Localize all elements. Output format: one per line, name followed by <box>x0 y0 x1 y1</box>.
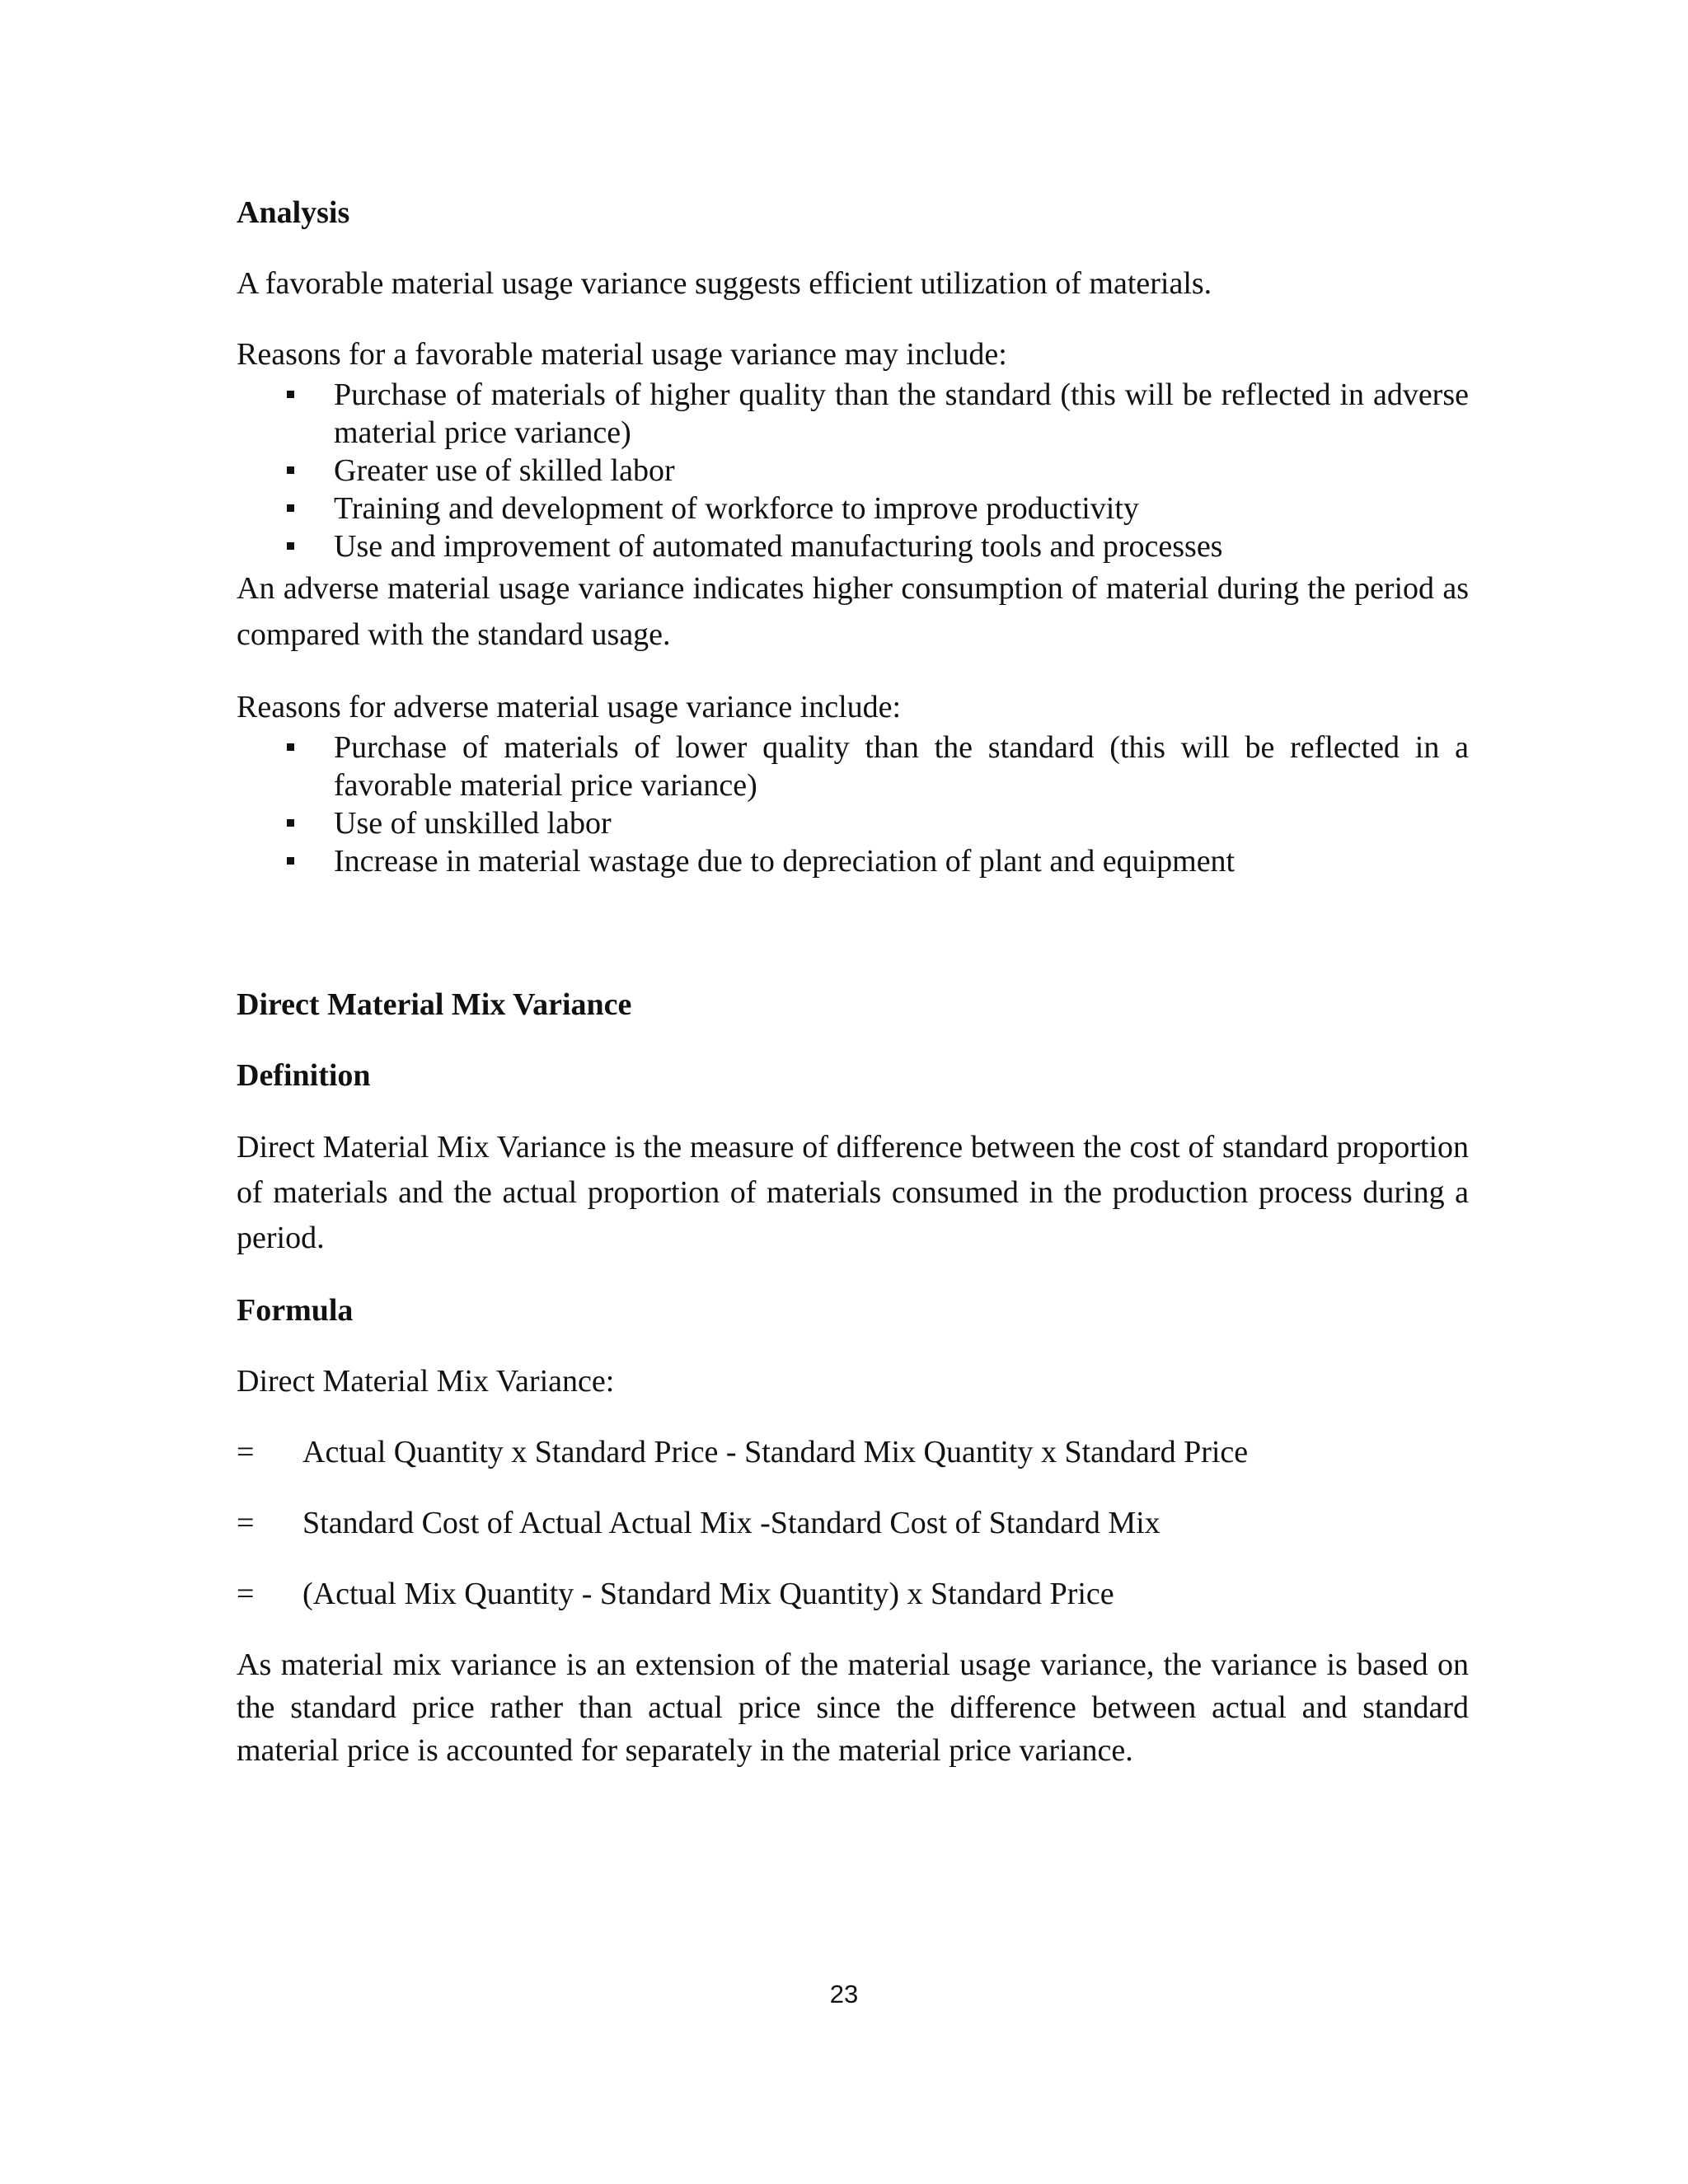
formula-line <box>237 1431 1469 1474</box>
formula-line <box>237 1502 1469 1544</box>
list-item <box>237 842 1469 880</box>
bullet-square-icon <box>287 857 294 865</box>
list-item-text: Purchase of materials of lower quality than the standard (this will be reflected in a favorable material price variance) <box>334 730 1469 803</box>
page-number: 23 <box>829 1980 859 2008</box>
favorable-reasons-intro: Reasons for a favorable material usage variance may include: <box>237 337 1007 372</box>
list-item <box>237 527 1469 565</box>
bullet-square-icon <box>287 391 294 398</box>
bullet-square-icon <box>287 743 294 751</box>
list-item <box>237 729 1469 804</box>
analysis-intro: A favorable material usage variance suggests efficient utilization of materials. <box>237 266 1212 301</box>
mix-variance-heading: Direct Material Mix Variance <box>237 987 632 1022</box>
equals-sign: = <box>237 1435 255 1469</box>
formula-expression: Actual Quantity x Standard Price - Standard Mix Quantity x Standard Price <box>302 1435 1249 1469</box>
definition-text: Direct Material Mix Variance is the measure of difference between the cost of standard proportion of materials and the actual proportion of materials consumed in the production process during a period. <box>237 1130 1469 1255</box>
favorable-reasons-list <box>237 376 1469 565</box>
bullet-square-icon <box>287 466 294 474</box>
page-content <box>237 191 1469 1772</box>
adverse-text: An adverse material usage variance indicates higher consumption of material during the period as compared with the standard usage. <box>237 571 1469 652</box>
list-item-text: Training and development of workforce to improve productivity <box>334 491 1139 526</box>
adverse-reasons-list <box>237 729 1469 880</box>
formula-expression: (Actual Mix Quantity - Standard Mix Quantity) x Standard Price <box>302 1577 1114 1611</box>
list-item <box>237 452 1469 490</box>
formula-heading: Formula <box>237 1293 354 1328</box>
list-item-text: Greater use of skilled labor <box>334 453 675 488</box>
list-item-text: Use of unskilled labor <box>334 806 612 841</box>
formula-intro: Direct Material Mix Variance: <box>237 1364 615 1399</box>
closing-paragraph: As material mix variance is an extension of the material usage variance, the variance is based on the standard price rather than actual price since the difference between actual and standard material price is accounted for separately in the material price variance. <box>237 1647 1469 1768</box>
bullet-square-icon <box>287 504 294 512</box>
adverse-reasons-intro: Reasons for adverse material usage variance include: <box>237 690 902 724</box>
equals-sign: = <box>237 1577 255 1611</box>
definition-heading: Definition <box>237 1058 371 1093</box>
formula-expression: Standard Cost of Actual Actual Mix -Standard Cost of Standard Mix <box>302 1506 1160 1540</box>
list-item <box>237 376 1469 452</box>
bullet-square-icon <box>287 819 294 827</box>
list-item-text: Increase in material wastage due to depreciation of plant and equipment <box>334 844 1236 879</box>
list-item <box>237 490 1469 527</box>
section-spacer <box>237 880 1469 983</box>
bullet-square-icon <box>287 542 294 550</box>
formula-line <box>237 1572 1469 1615</box>
analysis-heading: Analysis <box>237 195 350 230</box>
list-item-text: Use and improvement of automated manufacturing tools and processes <box>334 529 1223 564</box>
list-item-text: Purchase of materials of higher quality than the standard (this will be reflected in adverse material price variance) <box>334 377 1469 450</box>
list-item <box>237 804 1469 842</box>
equals-sign: = <box>237 1506 255 1540</box>
